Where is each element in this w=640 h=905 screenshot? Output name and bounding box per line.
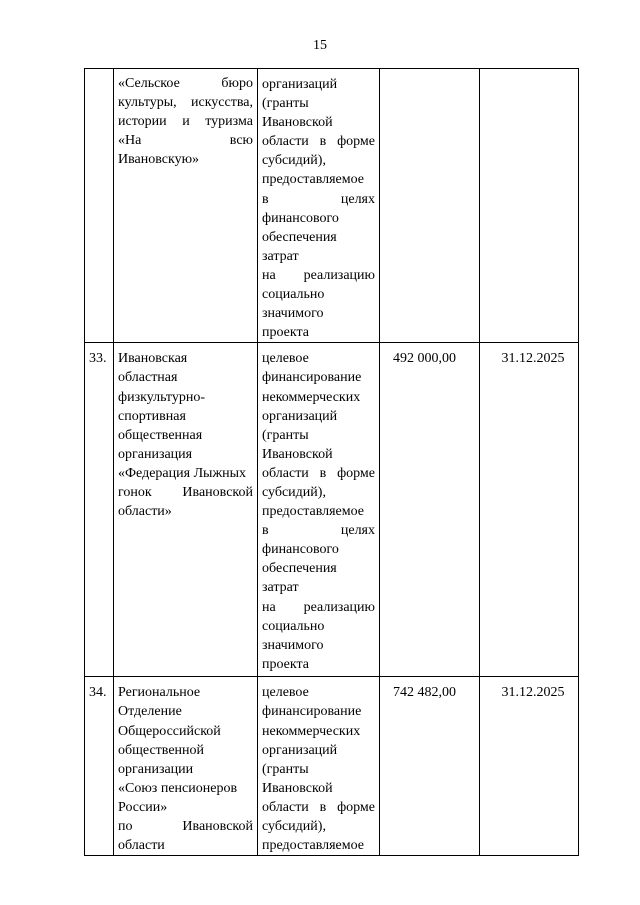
org-line: «Сельское бюро: [118, 76, 253, 91]
row-number-cell: [85, 677, 114, 856]
org-line: общественной: [118, 742, 205, 758]
purpose-line: субсидий),: [262, 153, 326, 169]
org-line: физкультурно-: [118, 389, 206, 405]
grants-table: [84, 68, 579, 856]
amount-cell: [380, 69, 480, 343]
purpose-line: социально: [262, 618, 325, 634]
page-number: 15: [313, 38, 327, 53]
org-line: спортивная: [118, 408, 186, 424]
purpose-cell: [258, 343, 380, 677]
row-number: [85, 69, 113, 75]
purpose-line: финансирование: [262, 370, 362, 386]
org-line: России»: [118, 799, 168, 815]
purpose-cell: [258, 677, 380, 856]
org-line: области»: [118, 504, 172, 520]
date-cell: [480, 343, 579, 677]
org-line: гонок Ивановской: [118, 484, 253, 500]
organization-cell: [114, 343, 258, 677]
purpose-line: проекта: [262, 656, 309, 672]
org-line: Ивановскую»: [118, 152, 200, 168]
purpose-line: целевое: [262, 685, 309, 701]
table-row: [85, 343, 579, 677]
org-line: Отделение: [118, 704, 182, 720]
purpose-line: некоммерческих: [262, 723, 361, 739]
purpose-line: области в форме: [262, 465, 375, 481]
purpose-cell: [258, 69, 380, 343]
purpose-line: организаций: [262, 742, 338, 758]
purpose-line: (гранты: [262, 427, 309, 443]
date-value: [480, 69, 578, 75]
amount-value: 492 000,00: [393, 351, 456, 367]
purpose-line: на реализацию: [262, 599, 375, 615]
purpose-line: (гранты: [262, 96, 309, 112]
purpose-line: проекта: [262, 325, 309, 341]
purpose-line: субсидий),: [262, 818, 326, 834]
purpose-line: в целях: [262, 523, 375, 539]
purpose-line: Ивановской: [262, 780, 333, 796]
purpose-line: субсидий),: [262, 484, 326, 500]
purpose-line: затрат: [262, 580, 299, 596]
purpose-line: организаций: [262, 408, 338, 424]
row-number-cell: [85, 343, 114, 677]
row-number: 33.: [89, 351, 107, 367]
date-cell: [480, 69, 579, 343]
org-line: области: [118, 838, 165, 854]
purpose-line: обеспечения: [262, 229, 337, 245]
purpose-line: затрат: [262, 248, 299, 264]
purpose-line: области в форме: [262, 134, 375, 150]
org-line: областная: [118, 370, 178, 386]
purpose-line: некоммерческих: [262, 389, 361, 405]
purpose-line: (гранты: [262, 761, 309, 777]
amount-value: [380, 69, 479, 75]
row-number: 34.: [89, 685, 107, 701]
amount-value: 742 482,00: [393, 685, 456, 701]
purpose-line: целевое: [262, 351, 309, 367]
org-line: истории и туризма: [118, 114, 253, 130]
purpose-line: в целях: [262, 191, 375, 207]
purpose-line: социально: [262, 287, 325, 303]
purpose-line: организаций: [262, 77, 338, 92]
purpose-line: области в форме: [262, 799, 375, 815]
org-line: Ивановская: [118, 351, 188, 367]
purpose-line: предоставляемое: [262, 838, 365, 854]
org-line: «Союз пенсионеров: [118, 780, 238, 796]
table-row: [85, 677, 579, 856]
purpose-line: значимого: [262, 306, 324, 322]
purpose-line: предоставляемое: [262, 504, 365, 520]
org-line: по Ивановской: [118, 818, 253, 834]
table-row: [85, 69, 579, 343]
purpose-line: предоставляемое: [262, 172, 365, 188]
purpose-line: обеспечения: [262, 561, 337, 577]
organization-cell: [114, 677, 258, 856]
date-cell: [480, 677, 579, 856]
purpose-line: на реализацию: [262, 267, 375, 283]
org-line: «На всю: [118, 133, 253, 149]
date-value: 31.12.2025: [501, 351, 565, 367]
purpose-line: Ивановской: [262, 446, 333, 462]
organization-cell: [114, 69, 258, 343]
org-line: Региональное: [118, 685, 201, 701]
org-line: организация: [118, 446, 193, 462]
purpose-line: финансирование: [262, 704, 362, 720]
amount-cell: [380, 343, 480, 677]
org-line: организации: [118, 761, 194, 777]
date-value: 31.12.2025: [501, 685, 565, 701]
row-number-cell: [85, 69, 114, 343]
purpose-line: Ивановской: [262, 115, 333, 131]
purpose-line: значимого: [262, 637, 324, 653]
org-line: культуры, искусства,: [118, 95, 253, 111]
org-line: общественная: [118, 427, 203, 443]
org-line: Общероссийской: [118, 723, 221, 739]
purpose-line: финансового: [262, 542, 339, 558]
purpose-line: финансового: [262, 210, 339, 226]
amount-cell: [380, 677, 480, 856]
org-line: «Федерация Лыжных: [118, 465, 247, 481]
